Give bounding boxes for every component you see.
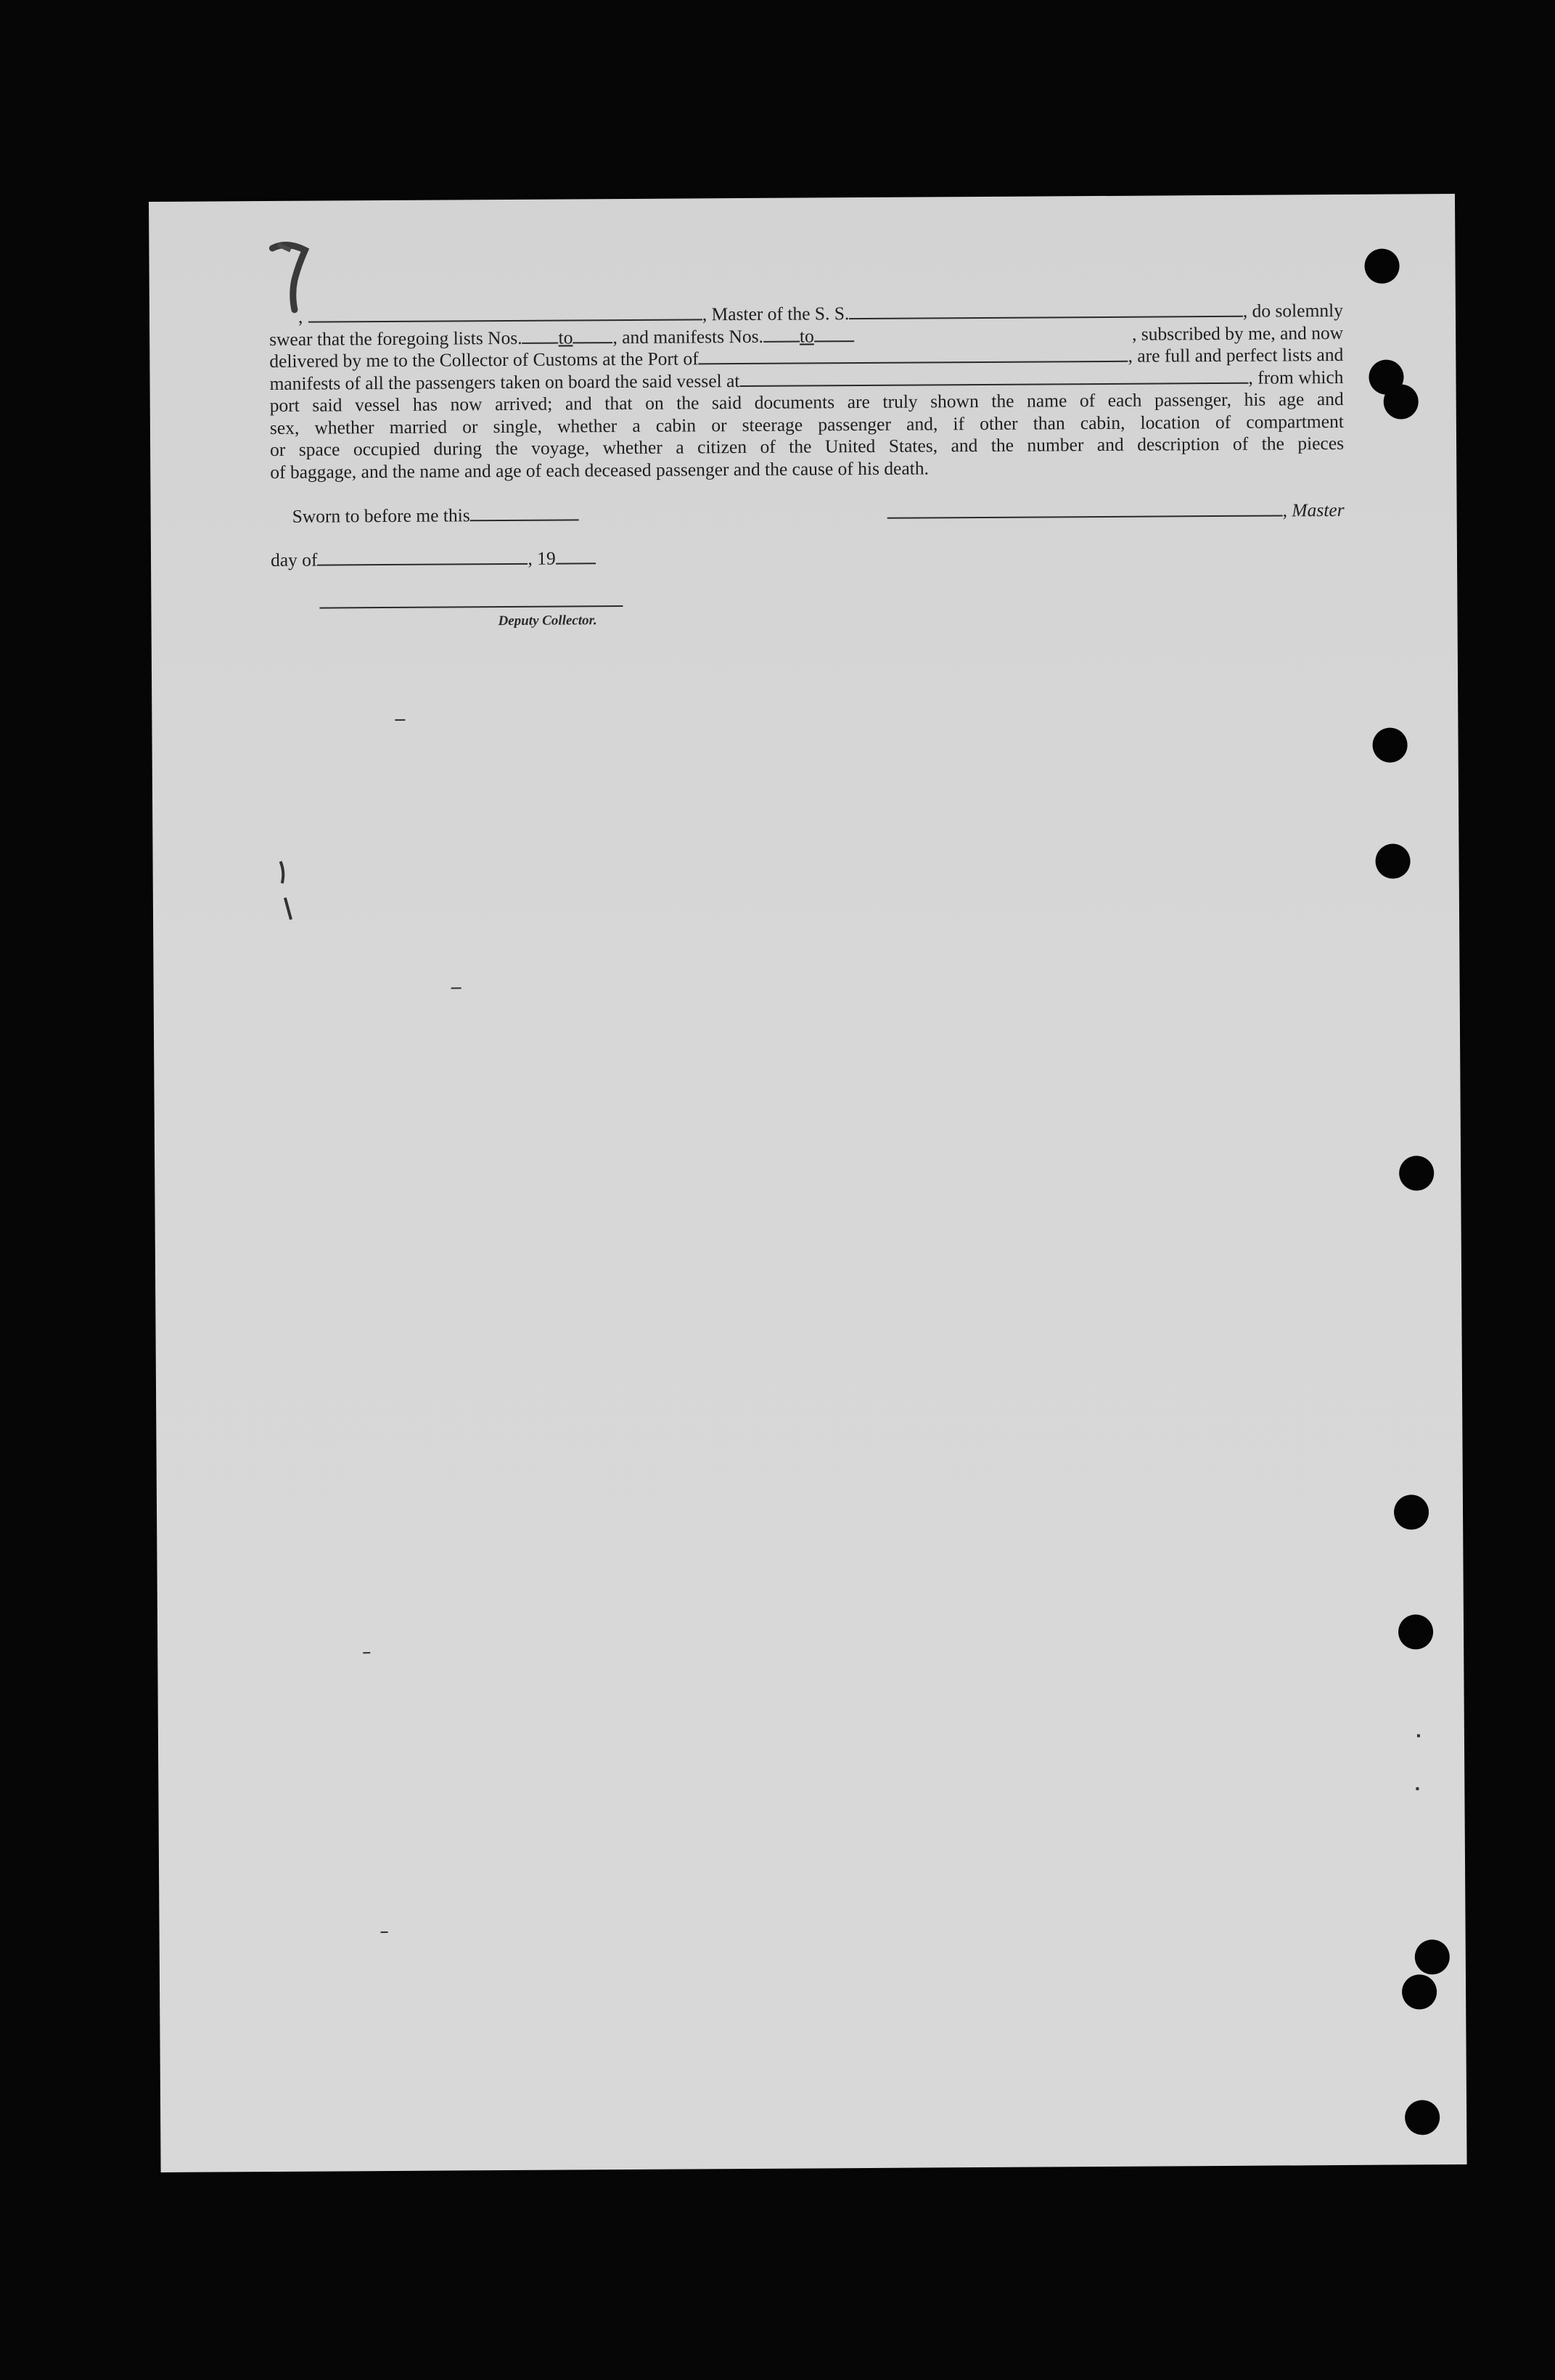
text-fragment: , are full and perfect lists and <box>1128 343 1344 367</box>
departure-port-blank <box>739 367 1248 386</box>
speck <box>1416 1787 1419 1790</box>
text-fragment: delivered by me to the Collector of Customs at the Port of <box>269 348 699 372</box>
text-fragment: to <box>799 324 814 347</box>
binder-hole <box>1384 384 1419 419</box>
oath-line-5: port said vessel has now arrived; and that on the said documents are truly shown the name of each passenger, his age and <box>269 388 1344 416</box>
binder-hole <box>1402 1974 1437 2009</box>
list-from-blank <box>522 327 559 343</box>
port-blank <box>699 346 1128 365</box>
text-fragment: , Master of the S. S. <box>702 303 850 325</box>
text-fragment: , and manifests Nos. <box>612 325 764 348</box>
binder-hole <box>1398 1614 1433 1649</box>
binder-hole <box>1399 1156 1434 1190</box>
pen-stroke <box>275 858 298 923</box>
master-name-blank <box>308 304 702 322</box>
binder-hole <box>1415 1939 1450 1974</box>
speck <box>395 719 405 721</box>
document-page <box>149 194 1467 2172</box>
binder-hole <box>1405 2100 1440 2135</box>
sworn-label: Sworn to before me this <box>292 504 470 527</box>
manifest-to-blank <box>814 326 854 342</box>
text-fragment: , subscribed by me, and now <box>1131 322 1344 345</box>
speck <box>381 1931 388 1933</box>
month-blank <box>317 549 528 566</box>
oath-line-7: or space occupied during the voyage, whether a citizen of the United States, and the number and description of the pieces <box>270 432 1345 460</box>
oath-paragraph <box>269 300 1344 483</box>
oath-line-8: of baggage, and the name and age of each deceased passenger and the cause of his death. <box>270 457 930 483</box>
binder-hole <box>1375 843 1410 878</box>
list-to-blank <box>573 327 612 343</box>
deputy-signature-line <box>319 605 623 609</box>
sworn-day-blank <box>470 504 579 521</box>
binder-hole <box>1394 1494 1429 1529</box>
text-fragment: , <box>298 306 303 327</box>
text-fragment: to <box>558 326 573 348</box>
vessel-name-blank <box>849 301 1243 319</box>
master-label: , Master <box>1282 499 1345 521</box>
binder-hole <box>1364 248 1399 283</box>
text-fragment: manifests of all the passengers taken on board the said vessel at <box>269 369 740 394</box>
signature-block <box>270 499 1345 571</box>
master-signature-blank <box>887 500 1283 518</box>
text-fragment: swear that the foregoing lists Nos. <box>269 327 522 350</box>
handwritten-mark <box>265 237 324 317</box>
speck <box>363 1652 370 1653</box>
year-prefix: , 19 <box>528 547 556 569</box>
speck <box>451 987 461 989</box>
speck <box>1417 1734 1420 1737</box>
oath-line-6: sex, whether married or single, whether a cabin or steerage passenger and, if other than cabin, location of compartment <box>269 410 1344 438</box>
manifest-from-blank <box>763 326 800 342</box>
day-of-label: day of <box>270 549 318 571</box>
text-fragment: , do solemnly <box>1242 299 1344 322</box>
text-fragment: , from which <box>1248 366 1344 388</box>
binder-hole <box>1372 727 1407 762</box>
year-blank <box>556 548 596 564</box>
deputy-collector-label: Deputy Collector. <box>498 613 597 629</box>
